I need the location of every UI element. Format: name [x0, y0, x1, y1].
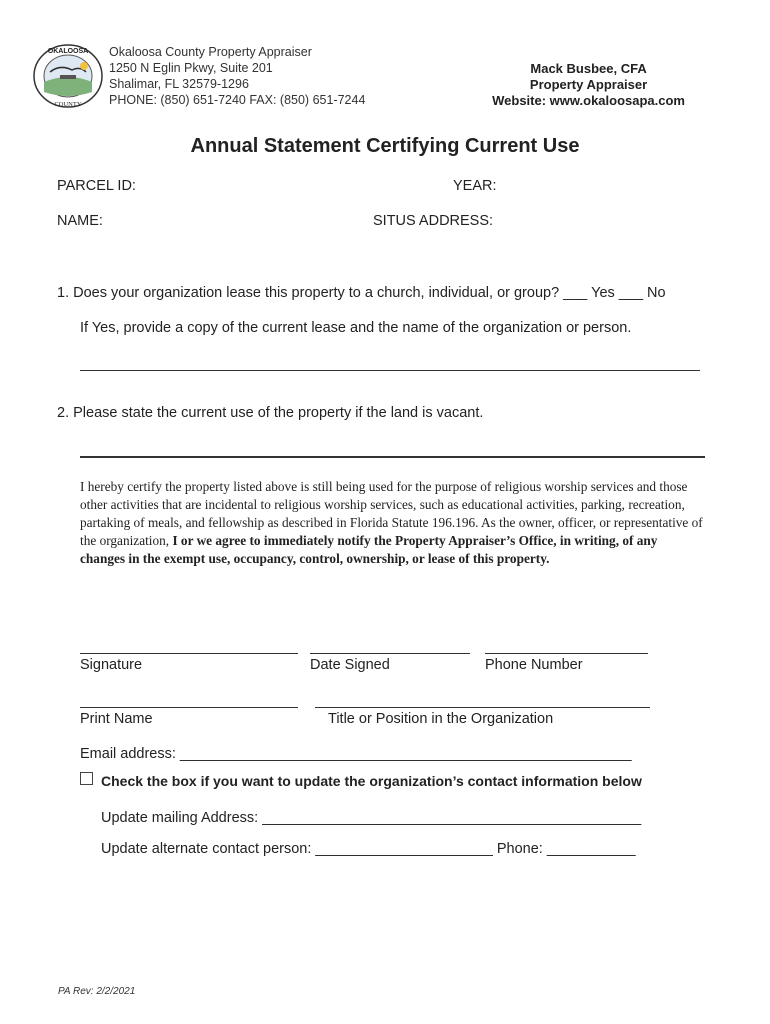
- logo-text-top: OKALOOSA: [47, 48, 89, 55]
- update-contact-checkbox-label: Check the box if you want to update the organization’s contact information below: [101, 773, 642, 789]
- email-address-field[interactable]: Email address: ________________________________________________________: [80, 746, 632, 762]
- website: Website: www.okaloosapa.com: [492, 93, 685, 108]
- appraiser-name: Mack Busbee, CFA: [530, 61, 647, 76]
- certification-bold-text: I or we agree to immediately notify the Property Appraiser’s Office, in writing, of any changes in the exempt use, occupancy, control, ownership, or lease of this property.: [80, 533, 658, 566]
- date-signed-line[interactable]: [310, 653, 470, 654]
- situs-address-label: SITUS ADDRESS:: [373, 213, 494, 229]
- title-position-line[interactable]: [315, 707, 650, 708]
- current-use-answer-line[interactable]: [80, 456, 705, 458]
- county-seal-logo: [30, 42, 106, 110]
- update-mailing-address-field[interactable]: Update mailing Address: _______________________________________________: [101, 810, 642, 826]
- signature-line[interactable]: [80, 653, 298, 654]
- address-line-1: 1250 N Eglin Pkwy, Suite 201: [109, 61, 273, 75]
- header-appraiser-info: [492, 61, 685, 109]
- certification-text: I hereby certify the property listed above is still being used for the purpose of religious worship services and those other activities that are incidental to religious worship services, such as educational activities, parking, recreation, partaking of meals, and fellowship as described in Florida Statute 196.196. As the owner, officer, or representative of the organization,: [80, 479, 703, 548]
- appraiser-title: Property Appraiser: [529, 77, 648, 92]
- logo-text-bottom: COUNTY: [54, 101, 82, 108]
- title-position-label: Title or Position in the Organization: [328, 711, 554, 727]
- print-name-line[interactable]: [80, 707, 298, 708]
- year-label: YEAR:: [453, 178, 497, 194]
- update-contact-checkbox[interactable]: [80, 772, 93, 785]
- parcel-id-label: PARCEL ID:: [57, 178, 136, 194]
- phone-fax-line: PHONE: (850) 651-7240 FAX: (850) 651-7244: [109, 93, 366, 107]
- question-2: 2. Please state the current use of the property if the land is vacant.: [57, 405, 484, 421]
- page-title: Annual Statement Certifying Current Use: [190, 135, 580, 157]
- revision-footer: PA Rev: 2/2/2021: [58, 986, 136, 997]
- phone-number-label: Phone Number: [485, 657, 583, 673]
- office-name: Okaloosa County Property Appraiser: [109, 45, 312, 59]
- lease-answer-line[interactable]: [80, 370, 700, 371]
- name-label: NAME:: [57, 213, 103, 229]
- question-1-followup: If Yes, provide a copy of the current lease and the name of the organization or person.: [80, 320, 632, 336]
- question-1: 1. Does your organization lease this property to a church, individual, or group? ___ Yes ___ No: [57, 285, 666, 301]
- print-name-label: Print Name: [80, 711, 153, 727]
- certification-statement: [80, 478, 705, 568]
- update-alternate-contact-field[interactable]: Update alternate contact person: ______________________ Phone: ___________: [101, 841, 636, 857]
- signature-label: Signature: [80, 657, 143, 673]
- date-signed-label: Date Signed: [310, 657, 390, 673]
- phone-number-line[interactable]: [485, 653, 648, 654]
- header-office-info: [109, 44, 365, 108]
- address-line-2: Shalimar, FL 32579-1296: [109, 77, 249, 91]
